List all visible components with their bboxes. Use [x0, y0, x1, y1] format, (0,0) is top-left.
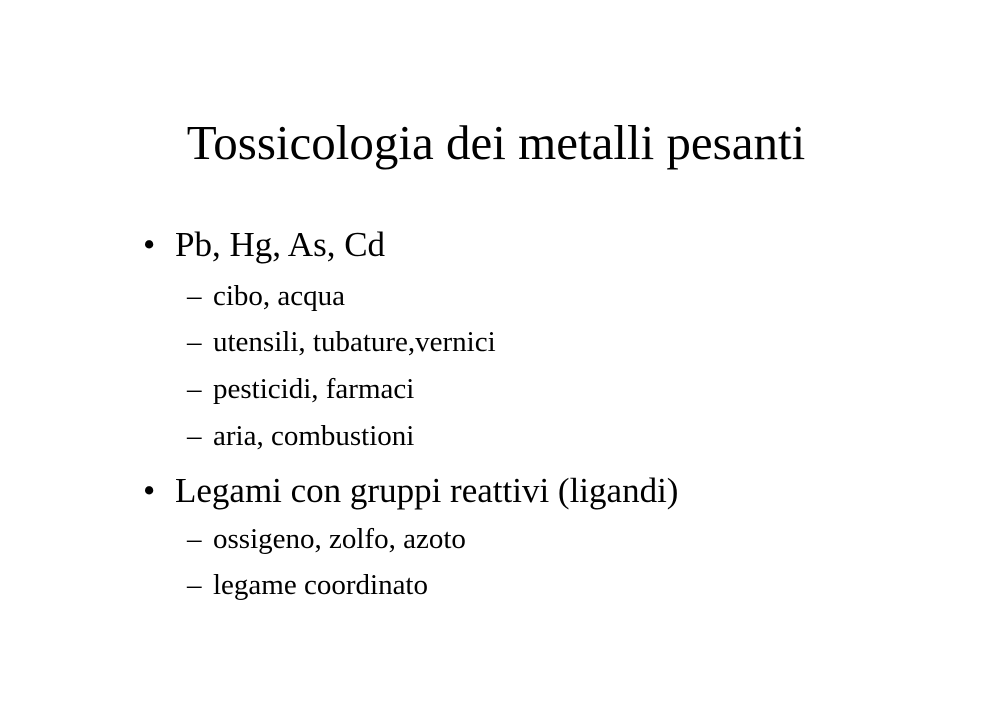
bullet-text: Pb, Hg, As, Cd [175, 225, 386, 264]
sub-marker: – [187, 569, 202, 601]
sub-item-text: legame coordinato [213, 569, 428, 601]
bullet-text: Legami con gruppi reattivi (ligandi) [175, 471, 679, 510]
sub-item [187, 371, 414, 407]
sub-item-text: pesticidi, farmaci [213, 373, 415, 405]
bullet-marker: • [143, 225, 156, 264]
sub-marker: – [187, 326, 202, 358]
sub-item [187, 418, 414, 454]
sub-marker: – [187, 280, 202, 312]
sub-item-text: utensili, tubature,vernici [213, 326, 496, 358]
sub-marker: – [187, 523, 202, 555]
sub-marker: – [187, 420, 202, 452]
bullet-item [143, 223, 385, 267]
bullet-marker: • [143, 471, 156, 510]
sub-item-text: aria, combustioni [213, 420, 415, 452]
bullet-item [143, 469, 678, 513]
sub-item-text: cibo, acqua [213, 280, 346, 312]
slide-title: Tossicologia dei metalli pesanti [186, 115, 806, 170]
sub-item [187, 324, 496, 360]
sub-item [187, 521, 466, 557]
sub-item [187, 278, 345, 314]
sub-marker: – [187, 373, 202, 405]
sub-item-text: ossigeno, zolfo, azoto [213, 523, 466, 555]
sub-item [187, 567, 428, 603]
